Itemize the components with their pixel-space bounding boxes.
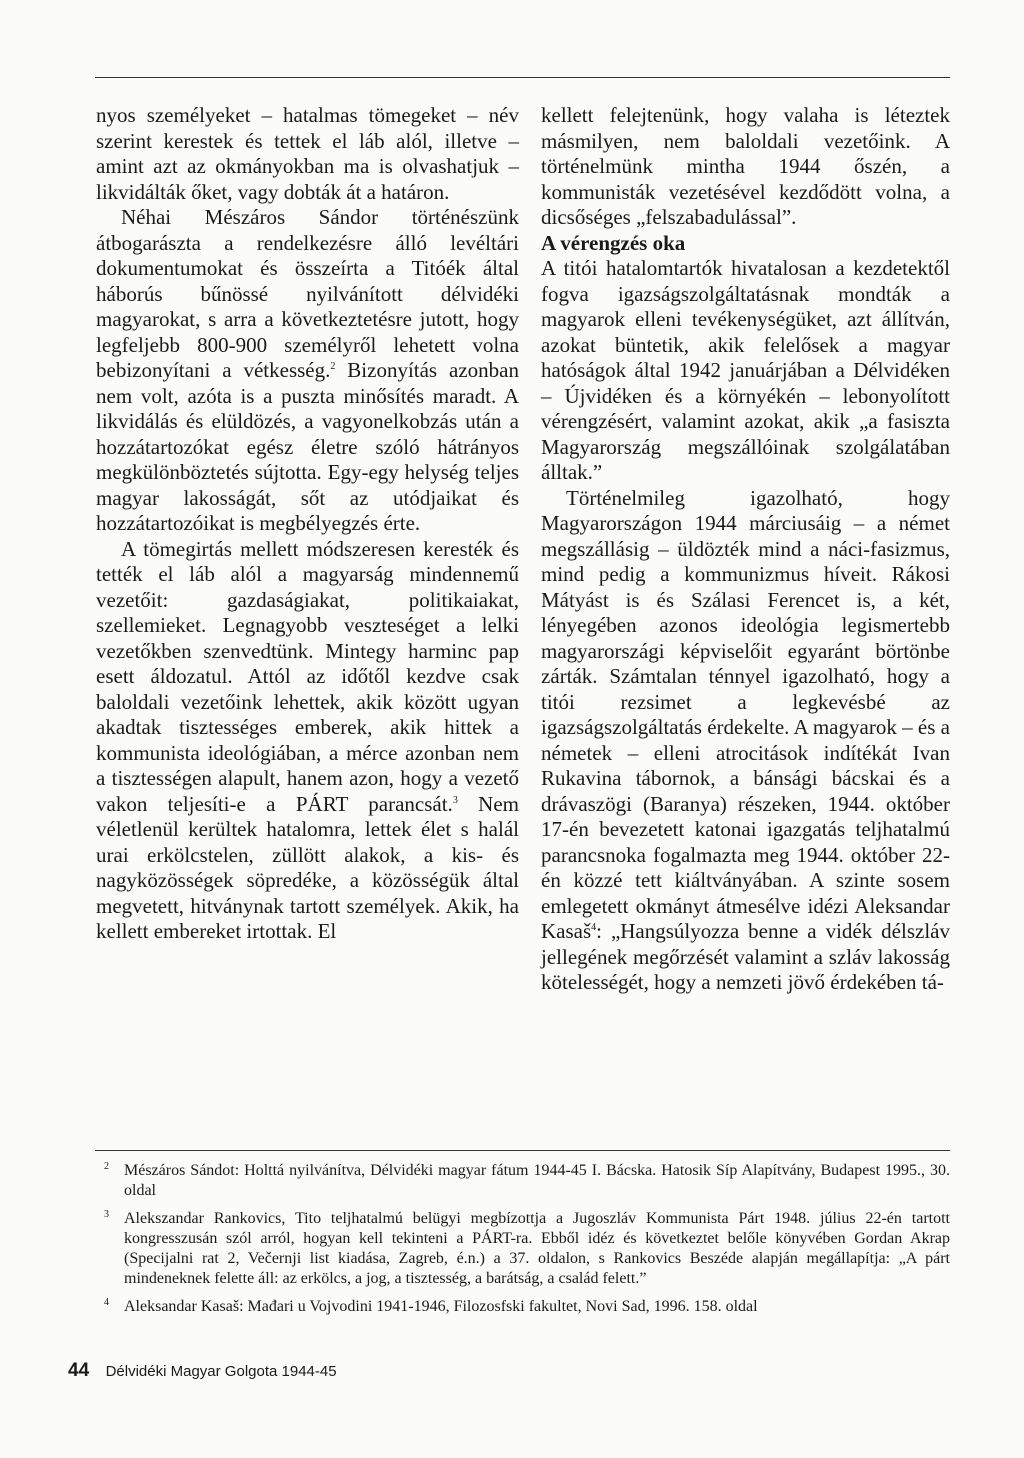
section-heading: A vérengzés oka [541, 230, 686, 255]
paragraph: A titói hatalomtartók hivatalosan a kezdetektől fogva igazságszolgáltatásnak mondták a magyarok elleni tevékenységüket, azt állítván, azokat büntetik, akik felelősek a magyar hatóságok által 1942 januárjában a Délvidéken – Újvidéken és a környékén – lebonyolított vérengzésért, valamint azokat, akik „a fasiszta Magyarország megszállóinak szolgálatában álltak.” [541, 256, 950, 484]
paragraph: Néhai Mészáros Sándor történészünk átbogarászta a rendelkezésre álló levéltári dokumentumokat és összeírta a Titóék által háborús bűnössé nyilvánított délvidéki magyarokat, s arra a következtetésre jutott, hogy legfeljebb 800-900 személyről lehetett volna bebizonyítani a vétkesség.$^2$ Bizonyítás azonban nem volt, azóta is a puszta minősítés maradt. A likvidálás és elüldözés, a vagyonelkobzás után a hozzátartozókat egész életre szóló hátrányos megkülönböztetés sújtotta. Egy-egy helység teljes magyar lakosságát, sőt az utódjaikat és hozzátartozóikat is megbélyegzés érte. [96, 205, 519, 535]
footnote [104, 1161, 950, 1201]
footnote-number: 3 [104, 1209, 109, 1220]
footnote [104, 1209, 950, 1289]
footnote-ref[interactable]: 2 [330, 361, 336, 372]
page-footer [68, 1360, 337, 1382]
paragraph: A tömegirtás mellett módszeresen keresték és tették el láb alól a magyarság mindennemű vezetőit: gazdaságiakat, politikaiakat, szellemieket. Legnagyobb veszteséget a lelki vezetőkben szenvedtünk. Mintegy harminc pap esett áldozatul. Attól az időtől kezdve csak baloldali vezetőink lehettek, akik között ugyan akadtak tisztességes emberek, akik hittek a kommunista ideológiában, a mérce azonban nem a tisztességen alapult, hanem azon, hogy a vezető vakon teljesíti-e a PÁRT parancsát.$^3$ Nem véletlenül kerültek hatalomra, lettek élet s halál urai erkölcstelen, züllött alakok, a kis- és nagyközösségek söpredéke, a közösségük által megvetett, hitványnak tartott személyek. Akik, ha kellett embereket irtottak. El [96, 536, 519, 943]
footnote-text: Aleksandar Kasaš: Mađari u Vojvodini 1941-1946, Filozosfski fakultet, Novi Sad, 1996. 158. oldal [124, 1298, 758, 1315]
footnote-rule [95, 1150, 950, 1151]
footnote-ref[interactable]: 4 [591, 922, 597, 933]
footnote-text: Alekszandar Rankovics, Tito teljhatalmú belügyi megbízottja a Jugoszláv Kommunista Párt 1948. július 22-én tartott kongresszusán szól arról, hogyan kell tekinteni a PÁRT-ra. Ebből idéz és következtet belőle könyvében Gordan Akrap (Specijalni rat 2, Večernji list kiadása, Zagreb, é.n.) a 37. oldalon, s Rankovics Beszéde alapján megállapítja: „A párt mindeneknek felette áll: az erkölcs, a jog, a tisztesség, a barátság, a család felett.” [124, 1210, 950, 1287]
footnote-number: 2 [104, 1161, 109, 1172]
footnote-ref[interactable]: 3 [452, 794, 458, 806]
footnote-text: Mészáros Sándot: Holttá nyilvánítva, Délvidéki magyar fátum 1944-45 I. Bácska. Hatosik Síp Alapítvány, Budapest 1995., 30. oldal [124, 1162, 950, 1199]
footnotes [104, 1161, 950, 1325]
page-number: 44 [68, 1360, 90, 1381]
right-column [541, 103, 950, 996]
paragraph: kellett felejtenünk, hogy valaha is léteztek másmilyen, nem baloldali vezetőink. A történelmünk mintha 1944 őszén, a kommunisták vezetésével kezdődött volna, a dicsőséges „felszabadulással”. [541, 103, 950, 229]
footnote-number: 4 [104, 1297, 109, 1308]
left-column [96, 103, 519, 945]
header-rule [95, 77, 950, 78]
paragraph: nyos személyeket – hatalmas tömegeket – név szerint kerestek és tettek el láb alól, illetve – amint azt az okmányokban ma is olvashatjuk – likvidálták őket, vagy dobták át a határon. [96, 103, 519, 204]
paragraph: Történelmileg igazolható, hogy Magyarországon 1944 márciusáig – a német megszállásig – üldözték mind a náci-fasizmus, mind pedig a kommunizmus híveit. Rákosi Mátyást is és Szálasi Ferencet is, a két, lényegében azonos ideológia legismertebb magyarországi képviselőit egyaránt börtönbe zárták. Számtalan ténnyel igazolható, hogy a titói rezsimet a legkevésbé az igazságszolgáltatás érdekelte. A magyarok – és a németek – elleni atrocitások indítékát Ivan Rukavina tábornok, a bánsági bácskai és a drávaszögi (Baranya) részeken, 1944. október 17-én bevezetett katonai igazgatás teljhatalmú parancsnoka fogalmazta meg 1944. október 22-én közzé tett kiáltványában. A szinte sosem emlegetett okmányt átmesélve idézi Aleksandar Kasaš$^4$: „Hangsúlyozza benne a vidék délszláv jellegének megőrzését valamint a szláv lakosság kötelességét, hogy a nemzeti jövő érdekében tá- [541, 485, 950, 994]
footnote [104, 1297, 950, 1317]
book-title: Délvidéki Magyar Golgota 1944-45 [105, 1363, 337, 1380]
